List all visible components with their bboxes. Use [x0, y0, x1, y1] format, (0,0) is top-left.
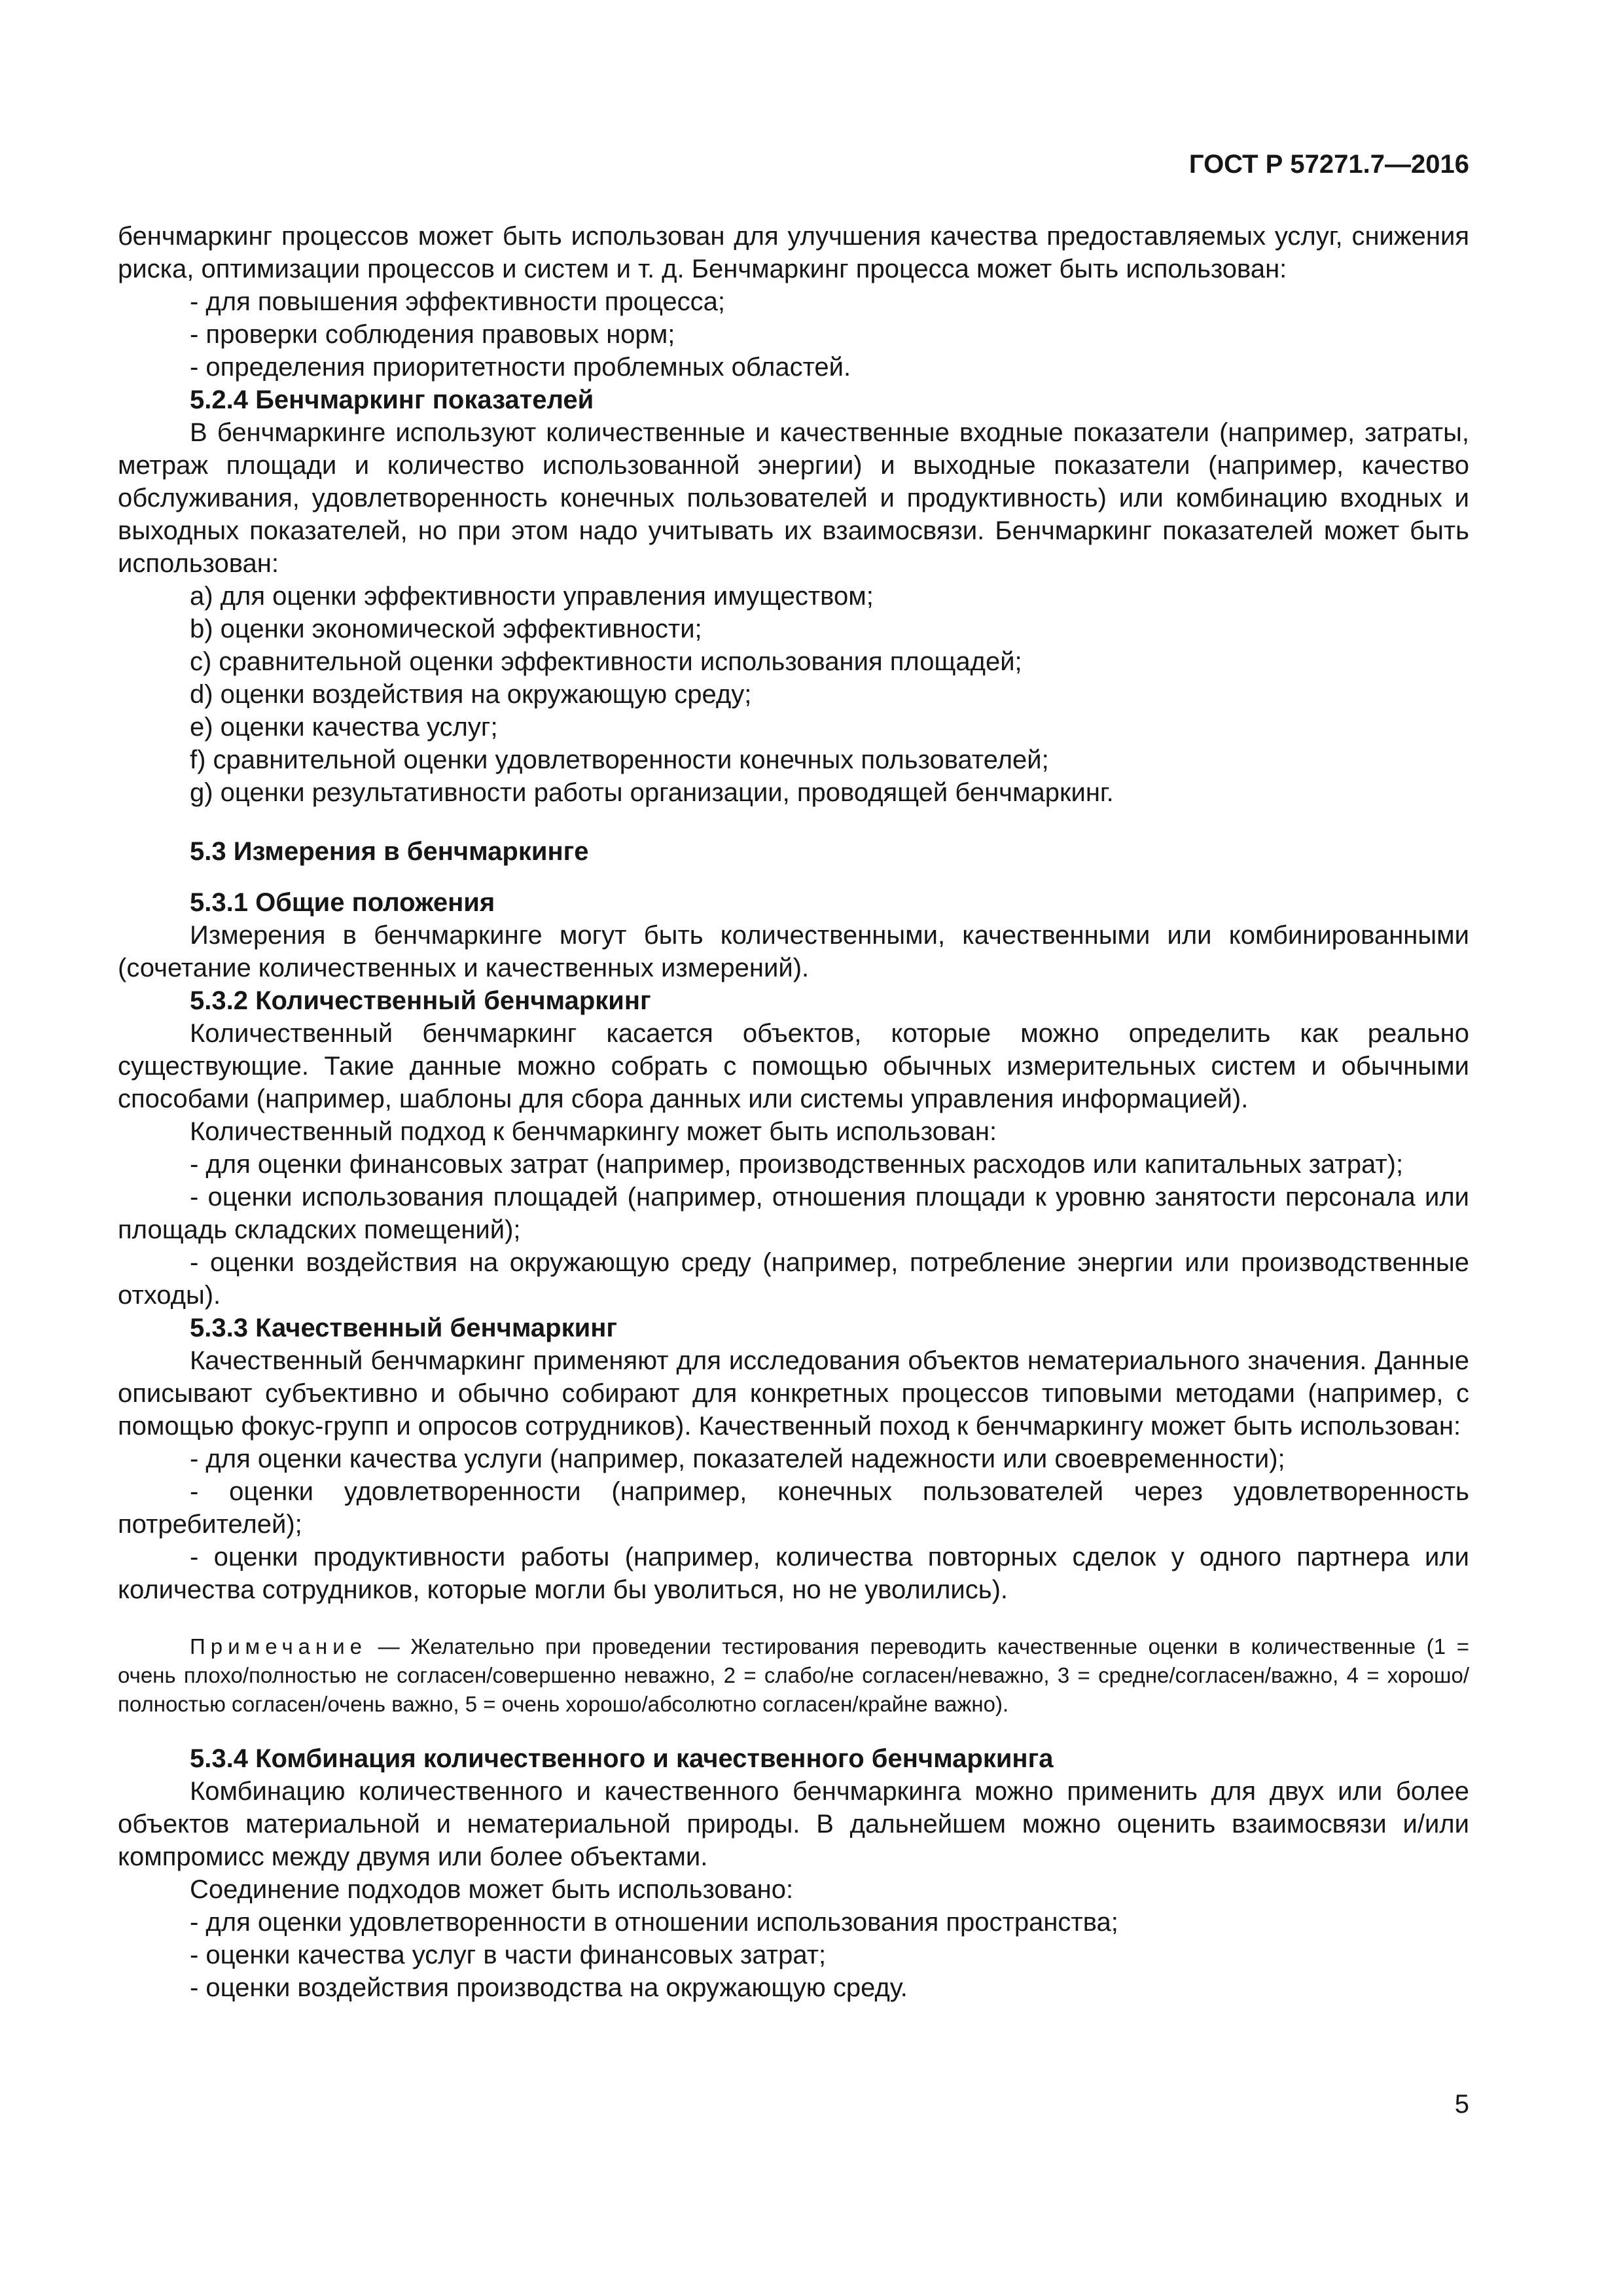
list-item: - оценки воздействия на окружающую среду (например, потребление энергии или производственные отходы).	[118, 1248, 1469, 1310]
list-item: a) для оценки эффективности управления имуществом;	[190, 582, 874, 611]
note-label: Примечание	[190, 1634, 368, 1659]
list-item: - оценки качества услуг в части финансовых затрат;	[190, 1941, 827, 1969]
section-heading: 5.3.2 Количественный бенчмаркинг	[190, 986, 651, 1015]
document-body	[118, 220, 1469, 2004]
list-item: - проверки соблюдения правовых норм;	[190, 320, 675, 349]
section-heading: 5.2.4 Бенчмаркинг показателей	[190, 386, 594, 414]
list-item: f) сравнительной оценки удовлетворенности конечных пользователей;	[190, 745, 1049, 774]
paragraph: бенчмаркинг процессов может быть использован для улучшения качества предоставляемых услуг, снижения риска, оптимизации процессов и систем и т. д. Бенчмаркинг процесса может быть использован:	[118, 222, 1469, 283]
list-item: e) оценки качества услуг;	[190, 713, 498, 742]
page-number: 5	[1454, 2090, 1469, 2119]
list-item: - оценки продуктивности работы (например, количества повторных сделок у одного партнера или количества сотрудников, которые могли бы уволиться, но не уволились).	[118, 1543, 1469, 1604]
list-item: - для повышения эффективности процесса;	[190, 287, 726, 316]
section-heading: 5.3.1 Общие положения	[190, 888, 495, 917]
list-item: d) оценки воздействия на окружающую среду;	[190, 680, 752, 709]
paragraph: Измерения в бенчмаркинге могут быть количественными, качественными или комбинированными (сочетание количественных и качественных измерений).	[118, 921, 1469, 982]
paragraph: Соединение подходов может быть использовано:	[190, 1875, 794, 1904]
paragraph: Качественный бенчмаркинг применяют для исследования объектов нематериального значения. Данные описывают субъективно и обычно собирают для конкретных процессов типовыми методами (например, с помощью фокус-групп и опросов сотрудников). Качественный поход к бенчмаркингу может быть использован:	[118, 1346, 1469, 1441]
list-item: - для оценки финансовых затрат (например, производственных расходов или капитальных затрат);	[190, 1150, 1404, 1179]
note-text: — Желательно при проведении тестирования переводить качественные оценки в количественные (1 = очень плохо/полностью не согласен/совершенно неважно, 2 = слабо/не согласен/неважно, 3 = средне/согласен/важно, 4 = хорошо/полностью согласен/очень важно, 5 = очень хорошо/абсолютно согласен/крайне важно).	[118, 1634, 1469, 1716]
list-item: c) сравнительной оценки эффективности использования площадей;	[190, 647, 1022, 676]
paragraph: Количественный бенчмаркинг касается объектов, которые можно определить как реально существующие. Такие данные можно собрать с помощью обычных измерительных систем и обычными способами (например, шаблоны для сбора данных или системы управления информацией).	[118, 1019, 1469, 1113]
section-heading: 5.3.4 Комбинация количественного и качественного бенчмаркинга	[190, 1744, 1054, 1773]
document-header-id: ГОСТ Р 57271.7—2016	[1188, 150, 1469, 179]
list-item: - оценки воздействия производства на окружающую среду.	[190, 1973, 908, 2002]
list-item: - для оценки удовлетворенности в отношении использования пространства;	[190, 1908, 1118, 1937]
section-heading: 5.3.3 Качественный бенчмаркинг	[190, 1314, 618, 1342]
note-paragraph	[118, 1632, 1469, 1719]
paragraph: В бенчмаркинге используют количественные и качественные входные показатели (например, затраты, метраж площади и количество использованной энергии) и выходные показатели (например, качество обслуживания, удовлетворенность конечных пользователей и продуктивность) или комбинацию входных и выходных показателей, но при этом надо учитывать их взаимосвязи. Бенчмаркинг показателей может быть использован:	[118, 418, 1469, 578]
list-item: - оценки удовлетворенности (например, конечных пользователей через удовлетворенность потребителей);	[118, 1477, 1469, 1539]
section-heading: 5.3 Измерения в бенчмаркинге	[190, 837, 589, 866]
list-item: g) оценки результативности работы организации, проводящей бенчмаркинг.	[190, 778, 1114, 807]
paragraph: Комбинацию количественного и качественного бенчмаркинга можно применить для двух или более объектов материальной и нематериальной природы. В дальнейшем можно оценить взаимосвязи и/или компромисс между двумя или более объектами.	[118, 1777, 1469, 1871]
paragraph: Количественный подход к бенчмаркингу может быть использован:	[190, 1117, 997, 1146]
list-item: - оценки использования площадей (например, отношения площади к уровню занятости персонала или площадь складских помещений);	[118, 1183, 1469, 1244]
list-item: b) оценки экономической эффективности;	[190, 615, 702, 643]
list-item: - для оценки качества услуги (например, показателей надежности или своевременности);	[190, 1444, 1285, 1473]
list-item: - определения приоритетности проблемных областей.	[190, 353, 851, 382]
